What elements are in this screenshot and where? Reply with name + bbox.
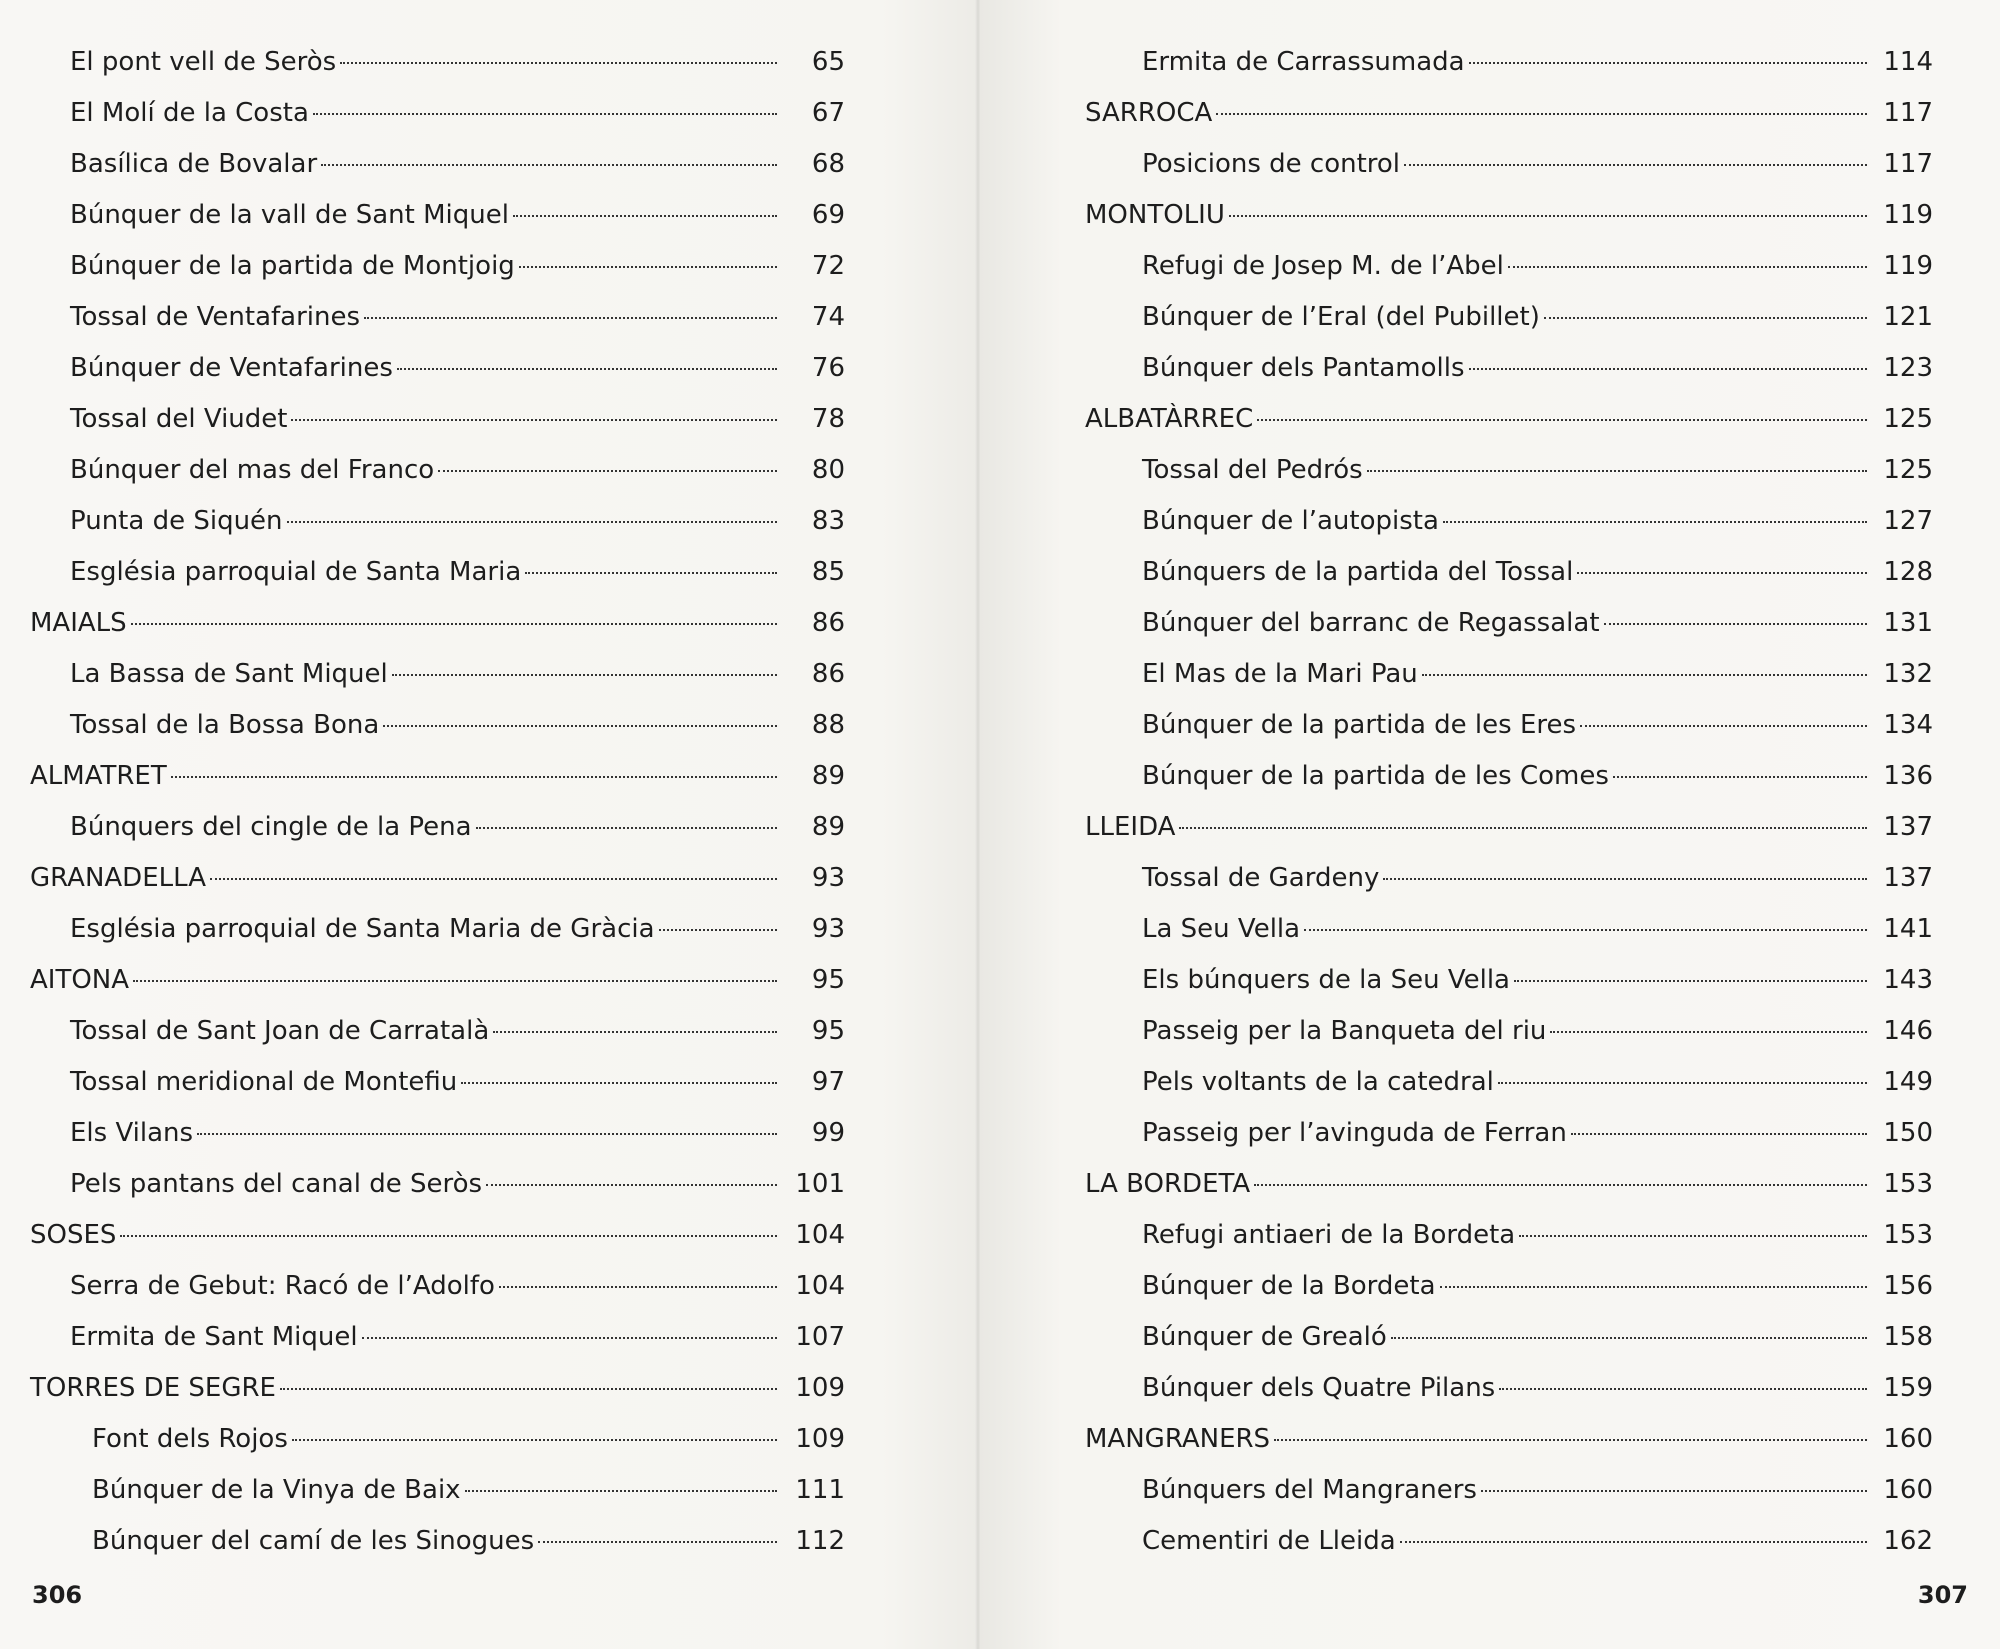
toc-entry-title: El Mas de la Mari Pau	[1142, 659, 1418, 689]
dot-leader	[525, 572, 777, 574]
dot-leader	[513, 215, 777, 217]
toc-entry	[70, 44, 845, 80]
dot-leader	[383, 725, 777, 727]
toc-entry-page-number: 131	[1883, 608, 1933, 638]
dot-leader	[280, 1388, 777, 1390]
dot-leader	[1391, 1337, 1867, 1339]
dot-leader	[1304, 929, 1867, 931]
toc-section-heading	[30, 860, 845, 896]
toc-entry-page-number: 112	[795, 1526, 845, 1556]
toc-entry	[1142, 350, 1933, 386]
toc-entry-title: SARROCA	[1085, 98, 1213, 128]
toc-entry	[70, 146, 845, 182]
toc-entry-page-number: 114	[1883, 47, 1933, 77]
toc-entry	[1142, 1115, 1933, 1151]
toc-entry-title: Tossal de Ventafarines	[70, 302, 361, 332]
dot-leader	[1469, 368, 1867, 370]
toc-entry-page-number: 89	[811, 812, 845, 842]
toc-section-heading	[1085, 401, 1933, 437]
toc-entry-page-number: 88	[811, 710, 845, 740]
toc-entry	[1142, 962, 1933, 998]
toc-entry-title: Font dels Rojos	[92, 1424, 288, 1454]
dot-leader	[1400, 1541, 1867, 1543]
toc-entry	[1142, 1013, 1933, 1049]
toc-entry-page-number: 128	[1883, 557, 1933, 587]
dot-leader	[1604, 623, 1867, 625]
dot-leader	[321, 164, 777, 166]
toc-entry-page-number: 107	[795, 1322, 845, 1352]
right-page	[980, 0, 2000, 1649]
toc-entry-page-number: 117	[1883, 149, 1933, 179]
toc-entry-page-number: 86	[811, 659, 845, 689]
dot-leader	[1550, 1031, 1867, 1033]
toc-entry	[1142, 758, 1933, 794]
toc-entry-title: Tossal de la Bossa Bona	[70, 710, 380, 740]
toc-entry-title: Búnquer de la vall de Sant Miquel	[70, 200, 509, 230]
toc-entry-title: MONTOLIU	[1085, 200, 1225, 230]
dot-leader	[1254, 1184, 1867, 1186]
toc-entry	[70, 95, 845, 131]
dot-leader	[210, 878, 777, 880]
dot-leader	[1571, 1133, 1867, 1135]
dot-leader	[197, 1133, 777, 1135]
dot-leader	[131, 623, 777, 625]
toc-entry-title: La Bassa de Sant Miquel	[70, 659, 388, 689]
toc-entry-title: Tossal del Viudet	[70, 404, 288, 434]
toc-entry-page-number: 93	[811, 863, 845, 893]
toc-section-heading	[1085, 197, 1933, 233]
toc-entry-page-number: 95	[811, 965, 845, 995]
toc-section-heading	[30, 1217, 845, 1253]
toc-entry-title: AITONA	[30, 965, 130, 995]
page-number-left: 306	[32, 1581, 83, 1609]
toc-entry	[70, 248, 845, 284]
dot-leader	[397, 368, 777, 370]
toc-entry-title: Búnquer del camí de les Sinogues	[92, 1526, 535, 1556]
dot-leader	[1383, 878, 1867, 880]
toc-entry-title: Búnquer de l’Eral (del Pubillet)	[1142, 302, 1540, 332]
dot-leader	[1440, 1286, 1867, 1288]
dot-leader	[465, 1490, 777, 1492]
toc-entry	[1142, 605, 1933, 641]
dot-leader	[1422, 674, 1867, 676]
toc-entry-page-number: 127	[1883, 506, 1933, 536]
dot-leader	[1257, 419, 1867, 421]
dot-leader	[1514, 980, 1867, 982]
toc-entry	[70, 1115, 845, 1151]
dot-leader	[1481, 1490, 1867, 1492]
toc-entry-title: Búnquer de la Vinya de Baix	[92, 1475, 461, 1505]
toc-entry-title: Serra de Gebut: Racó de l’Adolfo	[70, 1271, 495, 1301]
toc-entry-page-number: 74	[811, 302, 845, 332]
toc-entry-page-number: 76	[811, 353, 845, 383]
toc-entry-title: Pels voltants de la catedral	[1142, 1067, 1494, 1097]
dot-leader	[1613, 776, 1867, 778]
left-page	[0, 0, 980, 1649]
dot-leader	[133, 980, 777, 982]
toc-entry-title: Els Vilans	[70, 1118, 194, 1148]
toc-entry-page-number: 143	[1883, 965, 1933, 995]
toc-entry	[1142, 656, 1933, 692]
dot-leader	[362, 1337, 777, 1339]
toc-entry-page-number: 162	[1883, 1526, 1933, 1556]
toc-entry-page-number: 137	[1883, 812, 1933, 842]
toc-entry	[70, 1064, 845, 1100]
toc-entry-title: ALBATÀRREC	[1085, 404, 1254, 434]
dot-leader	[313, 113, 777, 115]
dot-leader	[392, 674, 777, 676]
toc-entry	[70, 401, 845, 437]
toc-entry-page-number: 160	[1883, 1475, 1933, 1505]
toc-entry-page-number: 83	[811, 506, 845, 536]
toc-entry-page-number: 111	[795, 1475, 845, 1505]
toc-entry-title: Búnquer del mas del Franco	[70, 455, 435, 485]
toc-entry-title: TORRES DE SEGRE	[30, 1373, 276, 1403]
toc-entry-page-number: 78	[811, 404, 845, 434]
toc-entry-page-number: 109	[795, 1424, 845, 1454]
toc-entry-title: El Molí de la Costa	[70, 98, 309, 128]
dot-leader	[519, 266, 777, 268]
toc-entry	[70, 707, 845, 743]
toc-entry-page-number: 121	[1883, 302, 1933, 332]
toc-entry-title: Tossal meridional de Montefiu	[70, 1067, 458, 1097]
toc-entry	[1142, 1217, 1933, 1253]
toc-entry-title: El pont vell de Seròs	[70, 47, 337, 77]
toc-entry-title: GRANADELLA	[30, 863, 206, 893]
toc-entry	[1142, 44, 1933, 80]
toc-entry-title: Pels pantans del canal de Seròs	[70, 1169, 483, 1199]
toc-section-heading	[1085, 1166, 1933, 1202]
toc-entry-title: Els búnquers de la Seu Vella	[1142, 965, 1510, 995]
toc-entry-title: Búnquer dels Quatre Pilans	[1142, 1373, 1496, 1403]
dot-leader	[292, 1439, 777, 1441]
dot-leader	[1367, 470, 1867, 472]
toc-entry	[70, 1319, 845, 1355]
toc-entry-title: Cementiri de Lleida	[1142, 1526, 1396, 1556]
toc-entry	[92, 1523, 845, 1559]
toc-section-heading	[30, 758, 845, 794]
toc-entry-page-number: 68	[811, 149, 845, 179]
dot-leader	[1519, 1235, 1867, 1237]
toc-entry-page-number: 104	[795, 1220, 845, 1250]
toc-entry	[70, 656, 845, 692]
toc-section-heading	[1085, 1421, 1933, 1457]
toc-entry	[70, 452, 845, 488]
dot-leader	[1229, 215, 1867, 217]
toc-entry-page-number: 150	[1883, 1118, 1933, 1148]
toc-entry-page-number: 153	[1883, 1169, 1933, 1199]
toc-entry	[70, 503, 845, 539]
toc-entry	[70, 1013, 845, 1049]
toc-entry-page-number: 156	[1883, 1271, 1933, 1301]
dot-leader	[1443, 521, 1867, 523]
toc-entry	[92, 1421, 845, 1457]
toc-entry	[1142, 452, 1933, 488]
toc-entry-title: Búnquers de la partida del Tossal	[1142, 557, 1574, 587]
dot-leader	[476, 827, 777, 829]
toc-entry-page-number: 72	[811, 251, 845, 281]
toc-entry	[70, 911, 845, 947]
toc-entry-title: SOSES	[30, 1220, 117, 1250]
toc-entry-page-number: 85	[811, 557, 845, 587]
toc-entry-title: Ermita de Sant Miquel	[70, 1322, 358, 1352]
toc-entry	[1142, 503, 1933, 539]
toc-entry-page-number: 159	[1883, 1373, 1933, 1403]
dot-leader	[499, 1286, 777, 1288]
dot-leader	[438, 470, 777, 472]
toc-entry-page-number: 158	[1883, 1322, 1933, 1352]
toc-entry-title: Búnquer de la partida de les Eres	[1142, 710, 1577, 740]
toc-entry	[70, 350, 845, 386]
toc-entry-title: Ermita de Carrassumada	[1142, 47, 1465, 77]
toc-entry	[1142, 1523, 1933, 1559]
toc-entry-title: Passeig per la Banqueta del riu	[1142, 1016, 1547, 1046]
toc-entry-page-number: 134	[1883, 710, 1933, 740]
dot-leader	[1499, 1388, 1867, 1390]
toc-entry	[92, 1472, 845, 1508]
dot-leader	[1179, 827, 1867, 829]
toc-entry-title: Basílica de Bovalar	[70, 149, 318, 179]
dot-leader	[287, 521, 777, 523]
dot-leader	[486, 1184, 777, 1186]
toc-entry	[1142, 554, 1933, 590]
toc-entry-title: Posicions de control	[1142, 149, 1401, 179]
toc-section-heading	[30, 962, 845, 998]
toc-entry-title: Búnquer de Grealó	[1142, 1322, 1387, 1352]
toc-entry	[1142, 146, 1933, 182]
toc-entry-page-number: 136	[1883, 761, 1933, 791]
toc-entry	[70, 1166, 845, 1202]
toc-entry-title: Tossal de Gardeny	[1142, 863, 1380, 893]
toc-entry-title: Búnquer dels Pantamolls	[1142, 353, 1465, 383]
toc-entry-title: Búnquer de la partida de les Comes	[1142, 761, 1609, 791]
dot-leader	[1544, 317, 1867, 319]
toc-entry	[1142, 860, 1933, 896]
toc-entry-title: Búnquer de la Bordeta	[1142, 1271, 1436, 1301]
toc-entry-title: Búnquer de la partida de Montjoig	[70, 251, 515, 281]
dot-leader	[659, 929, 777, 931]
toc-entry-page-number: 93	[811, 914, 845, 944]
toc-entry-title: Búnquer de l’autopista	[1142, 506, 1439, 536]
toc-entry-page-number: 146	[1883, 1016, 1933, 1046]
toc-entry-page-number: 80	[811, 455, 845, 485]
toc-entry-title: LLEIDA	[1085, 812, 1176, 842]
toc-entry-page-number: 97	[811, 1067, 845, 1097]
toc-entry	[1142, 1268, 1933, 1304]
dot-leader	[1577, 572, 1867, 574]
toc-entry-title: La Seu Vella	[1142, 914, 1301, 944]
toc-entry	[1142, 1064, 1933, 1100]
toc-entry-page-number: 104	[795, 1271, 845, 1301]
toc-entry-page-number: 65	[811, 47, 845, 77]
dot-leader	[461, 1082, 777, 1084]
toc-entry-title: Refugi de Josep M. de l’Abel	[1142, 251, 1504, 281]
dot-leader	[493, 1031, 777, 1033]
toc-entry-page-number: 101	[795, 1169, 845, 1199]
toc-entry	[70, 299, 845, 335]
dot-leader	[291, 419, 777, 421]
toc-entry-page-number: 86	[811, 608, 845, 638]
dot-leader	[1580, 725, 1867, 727]
toc-entry	[1142, 911, 1933, 947]
toc-section-heading	[30, 1370, 845, 1406]
toc-entry-page-number: 125	[1883, 455, 1933, 485]
toc-entry	[1142, 707, 1933, 743]
toc-entry-title: Tossal del Pedrós	[1142, 455, 1363, 485]
toc-entry	[70, 554, 845, 590]
toc-entry-title: Punta de Siquén	[70, 506, 283, 536]
toc-entry-title: Església parroquial de Santa Maria de Gràcia	[70, 914, 655, 944]
toc-entry-title: Passeig per l’avinguda de Ferran	[1142, 1118, 1567, 1148]
toc-entry-page-number: 89	[811, 761, 845, 791]
toc-section-heading	[30, 605, 845, 641]
toc-entry-title: Tossal de Sant Joan de Carratalà	[70, 1016, 490, 1046]
toc-entry-title: Búnquer de Ventafarines	[70, 353, 393, 383]
toc-entry-page-number: 109	[795, 1373, 845, 1403]
dot-leader	[120, 1235, 777, 1237]
toc-section-heading	[1085, 809, 1933, 845]
toc-entry-title: MAIALS	[30, 608, 127, 638]
toc-entry-page-number: 137	[1883, 863, 1933, 893]
toc-entry	[70, 197, 845, 233]
toc-entry-title: Església parroquial de Santa Maria	[70, 557, 522, 587]
toc-entry	[1142, 299, 1933, 335]
toc-entry-title: Refugi antiaeri de la Bordeta	[1142, 1220, 1516, 1250]
dot-leader	[1508, 266, 1867, 268]
toc-entry-page-number: 119	[1883, 200, 1933, 230]
toc-entry-page-number: 99	[811, 1118, 845, 1148]
toc-entry-title: Búnquers del cingle de la Pena	[70, 812, 472, 842]
toc-entry-title: MANGRANERS	[1085, 1424, 1271, 1454]
toc-entry-page-number: 69	[811, 200, 845, 230]
toc-entry	[1142, 1370, 1933, 1406]
toc-entry	[1142, 248, 1933, 284]
dot-leader	[1469, 62, 1867, 64]
toc-entry-page-number: 132	[1883, 659, 1933, 689]
toc-entry-title: Búnquers del Mangraners	[1142, 1475, 1477, 1505]
dot-leader	[364, 317, 777, 319]
toc-entry-page-number: 95	[811, 1016, 845, 1046]
toc-entry-title: ALMATRET	[30, 761, 167, 791]
toc-entry-title: LA BORDETA	[1085, 1169, 1251, 1199]
dot-leader	[171, 776, 777, 778]
toc-section-heading	[1085, 95, 1933, 131]
toc-entry-page-number: 125	[1883, 404, 1933, 434]
toc-entry	[1142, 1472, 1933, 1508]
dot-leader	[340, 62, 777, 64]
dot-leader	[1404, 164, 1867, 166]
dot-leader	[1216, 113, 1867, 115]
toc-entry-page-number: 119	[1883, 251, 1933, 281]
dot-leader	[538, 1541, 777, 1543]
toc-entry-page-number: 153	[1883, 1220, 1933, 1250]
toc-entry-page-number: 160	[1883, 1424, 1933, 1454]
toc-entry-page-number: 123	[1883, 353, 1933, 383]
dot-leader	[1498, 1082, 1867, 1084]
toc-entry-page-number: 149	[1883, 1067, 1933, 1097]
toc-entry-title: Búnquer del barranc de Regassalat	[1142, 608, 1600, 638]
toc-entry	[70, 1268, 845, 1304]
toc-entry	[70, 809, 845, 845]
toc-entry	[1142, 1319, 1933, 1355]
toc-entry-page-number: 67	[811, 98, 845, 128]
page-number-right: 307	[1917, 1581, 1968, 1609]
toc-entry-page-number: 141	[1883, 914, 1933, 944]
toc-entry-page-number: 117	[1883, 98, 1933, 128]
dot-leader	[1274, 1439, 1867, 1441]
